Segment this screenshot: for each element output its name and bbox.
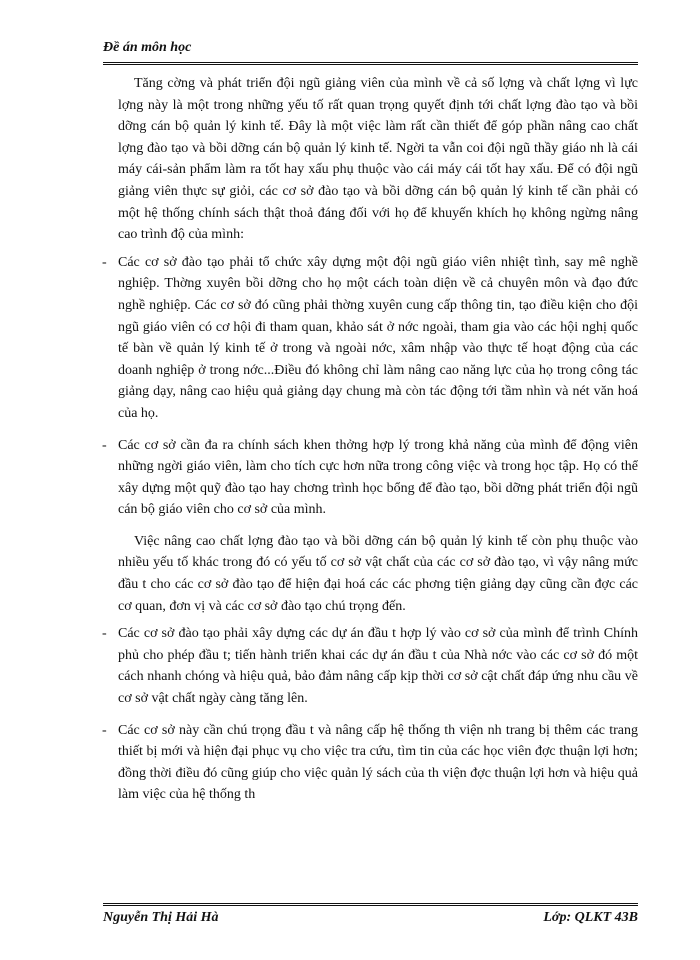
list-item: [102, 252, 638, 425]
author-name: Nguyễn Thị Hải Hà: [103, 910, 219, 925]
page-header: [103, 36, 638, 65]
dash-bullet-icon: -: [102, 626, 107, 642]
list-item: [102, 720, 638, 806]
dash-bullet-icon: -: [102, 722, 107, 738]
list-item-text: Các cơ sở cần đa ra chính sách khen thởng hợp lý trong khả năng của mình để động viên những ngời giáo viên, làm cho tích cực hơn nữa trong công việc và trong học tập. Họ có thể xây dựng một quỹ đào tạo hay chơng trình học bổng để đào tạo, bồi dỡng phát triển đội ngũ cán bộ giáo viên cho cơ sở của mình.: [118, 437, 638, 518]
list-item-text: Các cơ sở đào tạo phải xây dựng các dự án đầu t hợp lý vào cơ sở của mình để trình Chính phủ cho phép đầu t; tiến hành triển khai các dự án đầu t của Nhà nớc vào các cơ sở đó một cách nhanh chóng và hiệu quả, bảo đảm nâng cấp kịp thời cơ sở cật chất đáp ứng nhu cầu về cơ sở vật chất ngày càng tăng lên.: [118, 626, 638, 707]
class-label: Lớp: QLKT 43B: [543, 910, 638, 925]
dash-bullet-icon: -: [102, 254, 107, 270]
list-item: [102, 623, 638, 709]
paragraph-teacher-development: Tăng cờng và phát triển đội ngũ giảng viên của mình về cả số lợng và chất lợng vì lực lợng này là một trong những yếu tố rất quan trọng quyết định tới chất lợng đào tạo và bồi dỡng cán bộ quản lý kinh tế. Đây là một việc làm rất cần thiết để góp phần nâng cao chất lợng đào tạo và bồi dỡng cán bộ quản lý kinh tế. Ngời ta vẫn coi đội ngũ thầy giáo nh là cái máy cái-sản phẩm làm ra tốt hay xấu phụ thuộc vào cái máy cái tốt hay xấu. Để có đội ngũ giảng viên thực sự giỏi, các cơ sở đào tạo và bồi dỡng cán bộ quản lý kinh tế cần phải có một hệ thống chính sách thật thoả đáng đối với họ để khuyến khích họ không ngừng nâng cao trình độ của mình:: [118, 76, 638, 243]
dash-bullet-icon: -: [102, 437, 107, 453]
paragraph-facilities: Việc nâng cao chất lợng đào tạo và bồi dỡng cán bộ quản lý kinh tế còn phụ thuộc vào nhiều yếu tố khác trong đó có yếu tố cơ sở vật chất của các cơ sở đào tạo, vì vậy nâng mức đầu t cho các cơ sở đào tạo để hiện đại hoá các các phơng tiện giảng dạy cũng cần đợc các cơ quan, đơn vị và các cơ sở đào tạo chú trọng đến.: [118, 533, 638, 614]
document-body: [102, 73, 638, 816]
list-item-text: Các cơ sở đào tạo phải tổ chức xây dựng một đội ngũ giáo viên nhiệt tình, say mê nghề nghiệp. Thờng xuyên bồi dỡng cho họ một cách toàn diện về cả chuyên môn và đạo đức nghề nghiệp. Các cơ sở đó cũng phải thờng xuyên cung cấp thông tin, tạo điều kiện cho đội ngũ giáo viên có cơ hội đi tham quan, khảo sát ở nớc ngoài, tham gia vào các hội nghị quốc tế bàn về quản lý kinh tế ở trong và ngoài nớc, xâm nhập vào thực tế hoạt động của các doanh nghiệp ở trong nớc...Điều đó không chỉ làm nâng cao năng lực của họ trong công tác giảng dạy, nâng cao hiệu quả giảng dạy chung mà còn tác động tới tầm nhìn và nét văn hoá của họ.: [118, 254, 638, 421]
list-item-text: Các cơ sở này cần chú trọng đầu t và nâng cấp hệ thống th viện nh trang bị thêm các trang thiết bị mới và hiện đại phục vụ cho việc tra cứu, tìm tin của các học viên đợc thuận lợi hơn; đồng thời điều đó cũng giúp cho việc quản lý sách của th viện đợc thuận lợi hơn và hiệu quả làm việc của hệ thống th: [118, 722, 638, 803]
list-item: [102, 435, 638, 521]
page-footer: [103, 903, 638, 936]
document-title: Đề án môn học: [103, 40, 192, 55]
